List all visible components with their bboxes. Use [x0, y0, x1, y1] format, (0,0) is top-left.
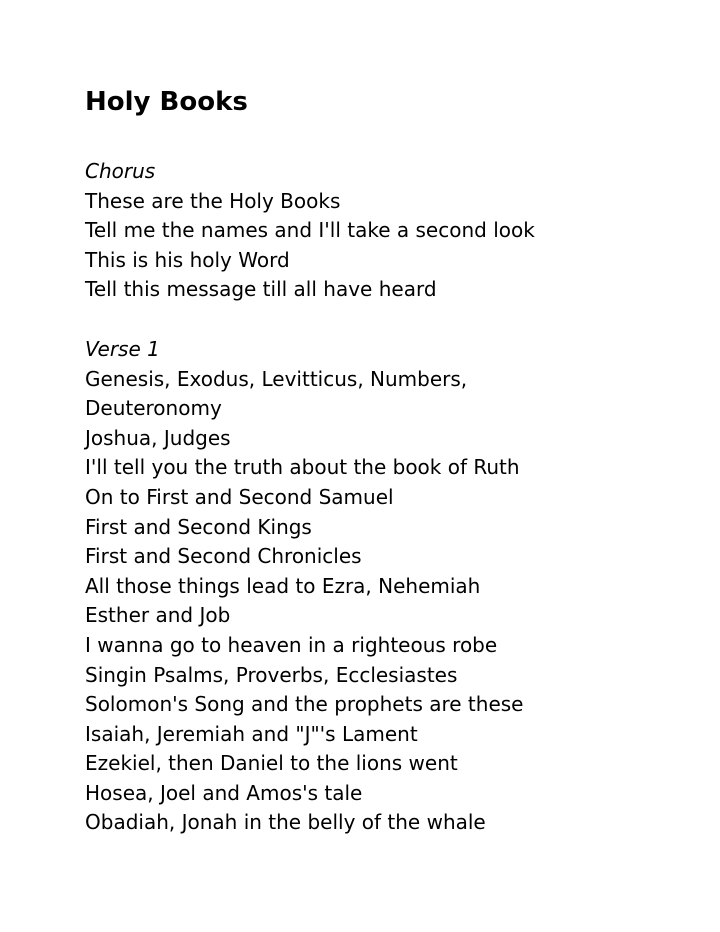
lyric-line: Singin Psalms, Proverbs, Ecclesiastes — [85, 662, 458, 687]
lyric-line: Joshua, Judges — [85, 425, 231, 450]
lyric-line: Hosea, Joel and Amos's tale — [85, 780, 363, 805]
lyric-line: Isaiah, Jeremiah and "J"'s Lament — [85, 721, 418, 746]
lyric-line: All those things lead to Ezra, Nehemiah — [85, 573, 481, 598]
section-label-chorus: Chorus — [85, 159, 156, 183]
chorus-section — [85, 157, 705, 305]
lyric-line: First and Second Chronicles — [85, 544, 362, 569]
lyric-line: On to First and Second Samuel — [85, 484, 394, 509]
verse-1-section — [85, 335, 705, 838]
lyric-line: Obadiah, Jonah in the belly of the whale — [85, 810, 486, 835]
lyric-line: Esther and Job — [85, 603, 231, 628]
lyric-line: I wanna go to heaven in a righteous robe — [85, 632, 498, 657]
page-title: Holy Books — [85, 87, 248, 117]
lyric-line: Tell me the names and I'll take a second look — [85, 218, 535, 243]
lyric-line: Genesis, Exodus, Levitticus, Numbers, — [85, 366, 468, 391]
lyric-line: These are the Holy Books — [85, 188, 341, 213]
lyrics-document — [85, 84, 705, 838]
lyric-line: I'll tell you the truth about the book of Ruth — [85, 455, 520, 480]
lyric-line: First and Second Kings — [85, 514, 312, 539]
lyric-line: Solomon's Song and the prophets are these — [85, 692, 524, 717]
lyric-line: Deuteronomy — [85, 396, 222, 421]
section-label-verse-1: Verse 1 — [85, 336, 160, 361]
lyric-line: Ezekiel, then Daniel to the lions went — [85, 751, 458, 776]
lyric-line: This is his holy Word — [85, 247, 290, 272]
lyric-line: Tell this message till all have heard — [85, 277, 437, 302]
